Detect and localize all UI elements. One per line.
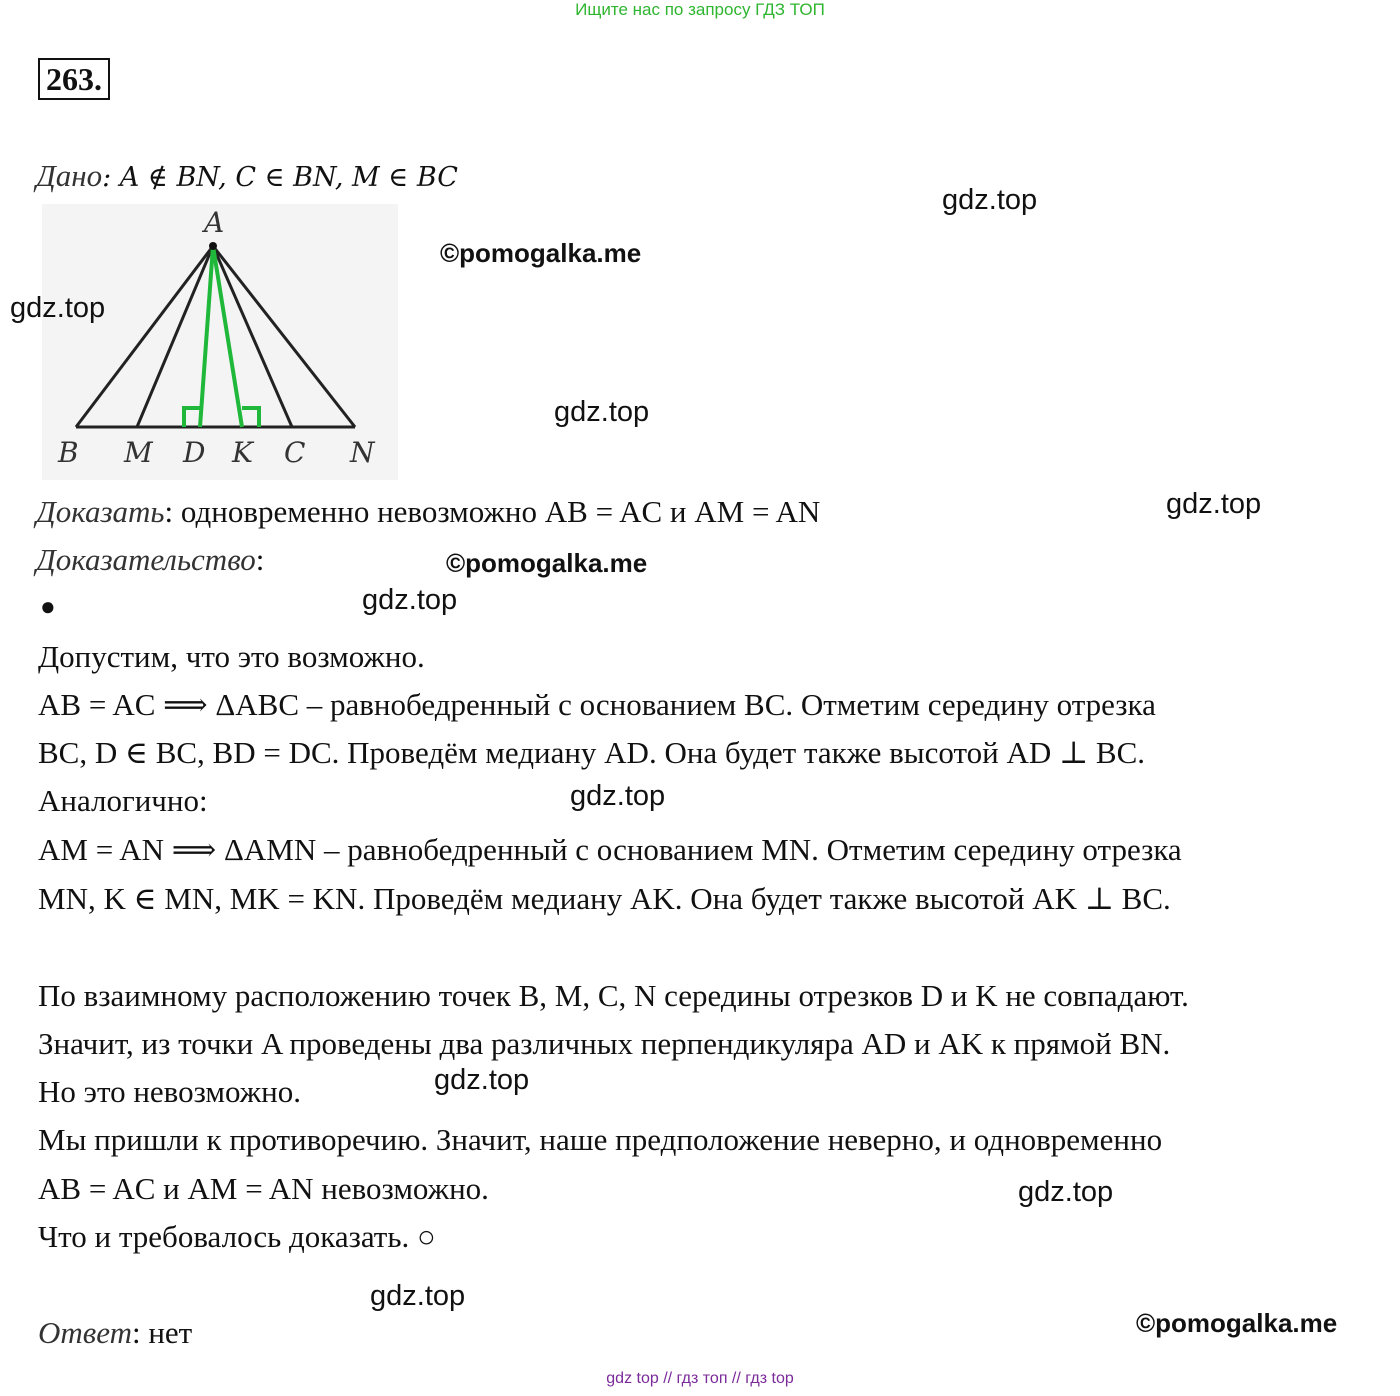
proof-line-11: AB = AC и AM = AN невозможно. <box>38 1171 489 1206</box>
bullet-marker: ● <box>40 592 56 621</box>
watermark-gdz: gdz.top <box>1166 488 1262 520</box>
proof-line-5: AM = AN ⟹ ΔAMN – равнобедренный с основанием MN. Отметим середину отрезка <box>38 832 1182 867</box>
right-angle-k <box>242 408 259 427</box>
proof-line-7: По взаимному расположению точек B, M, C, N середины отрезков D и K не совпадают. <box>38 978 1189 1013</box>
prove-label: Доказать <box>36 494 165 529</box>
proof-colon: : <box>255 542 265 577</box>
proof-line-10: Мы пришли к противоречию. Значит, наше предположение неверно, и одновременно <box>38 1122 1163 1157</box>
prove-text: : одновременно невозможно AB = AC и AM = AN <box>164 494 821 529</box>
proof-heading <box>36 542 264 578</box>
segment-ab <box>76 246 213 427</box>
proof-label: Доказательство <box>36 542 256 577</box>
watermark-gdz: gdz.top <box>1018 1176 1114 1208</box>
proof-line-8: Значит, из точки A проведены два различных перпендикуляра AD и AK к прямой BN. <box>38 1026 1171 1061</box>
proof-line-1: Допустим, что это возможно. <box>38 639 425 674</box>
watermark-gdz: gdz.top <box>570 780 666 812</box>
median-ak <box>213 246 242 427</box>
watermark-gdz: gdz.top <box>554 396 650 428</box>
label-n: N <box>350 436 375 469</box>
label-d: D <box>183 436 206 469</box>
label-b: B <box>58 436 79 469</box>
problem-number: 263. <box>38 58 110 100</box>
proof-line-12: Что и требовалось доказать. ○ <box>38 1219 436 1254</box>
right-angle-d <box>184 408 200 427</box>
proof-line-3: BC, D ∈ BC, BD = DC. Проведём медиану AD. Она будет также высотой AD ⊥ BC. <box>38 735 1145 770</box>
watermark-pomogalka: ©pomogalka.me <box>1136 1308 1338 1338</box>
point-a-dot <box>209 242 217 250</box>
label-k: K <box>232 436 253 469</box>
watermark-gdz: gdz.top <box>370 1280 466 1312</box>
watermark-pomogalka: ©pomogalka.me <box>440 238 642 268</box>
footer-links[interactable]: gdz top // гдз топ // гдз top <box>606 1370 794 1387</box>
proof-line-9: Но это невозможно. <box>38 1074 302 1109</box>
label-m: M <box>124 436 153 469</box>
highlight-lines <box>184 246 259 427</box>
proof-line-2: AB = AC ⟹ ΔABC – равнобедренный с основанием BC. Отметим середину отрезка <box>38 687 1156 722</box>
triangle-figure <box>42 204 398 480</box>
answer-label: Ответ <box>38 1315 132 1350</box>
label-a: A <box>204 206 225 239</box>
segment-an <box>213 246 355 427</box>
proof-line-4: Аналогично: <box>38 783 208 818</box>
top-banner: Ищите нас по запросу ГДЗ ТОП <box>575 0 825 19</box>
given-line <box>36 158 458 196</box>
watermark-gdz: gdz.top <box>434 1064 530 1096</box>
segment-ac <box>213 246 292 427</box>
watermark-gdz: gdz.top <box>10 292 106 324</box>
watermark-gdz: gdz.top <box>942 184 1038 216</box>
proof-line-6: MN, K ∈ MN, MK = KN. Проведём медиану AK. Она будет также высотой AK ⊥ BC. <box>38 881 1171 916</box>
triangle-diagram <box>42 204 398 480</box>
given-text: : A ∉ BN, C ∈ BN, M ∈ BC <box>102 162 458 193</box>
prove-line <box>36 494 820 530</box>
watermark-pomogalka: ©pomogalka.me <box>446 548 648 578</box>
label-c: C <box>284 436 306 469</box>
answer-line <box>38 1315 192 1351</box>
given-label: Дано <box>36 158 103 193</box>
watermark-gdz: gdz.top <box>362 584 458 616</box>
answer-text: : нет <box>131 1315 193 1350</box>
